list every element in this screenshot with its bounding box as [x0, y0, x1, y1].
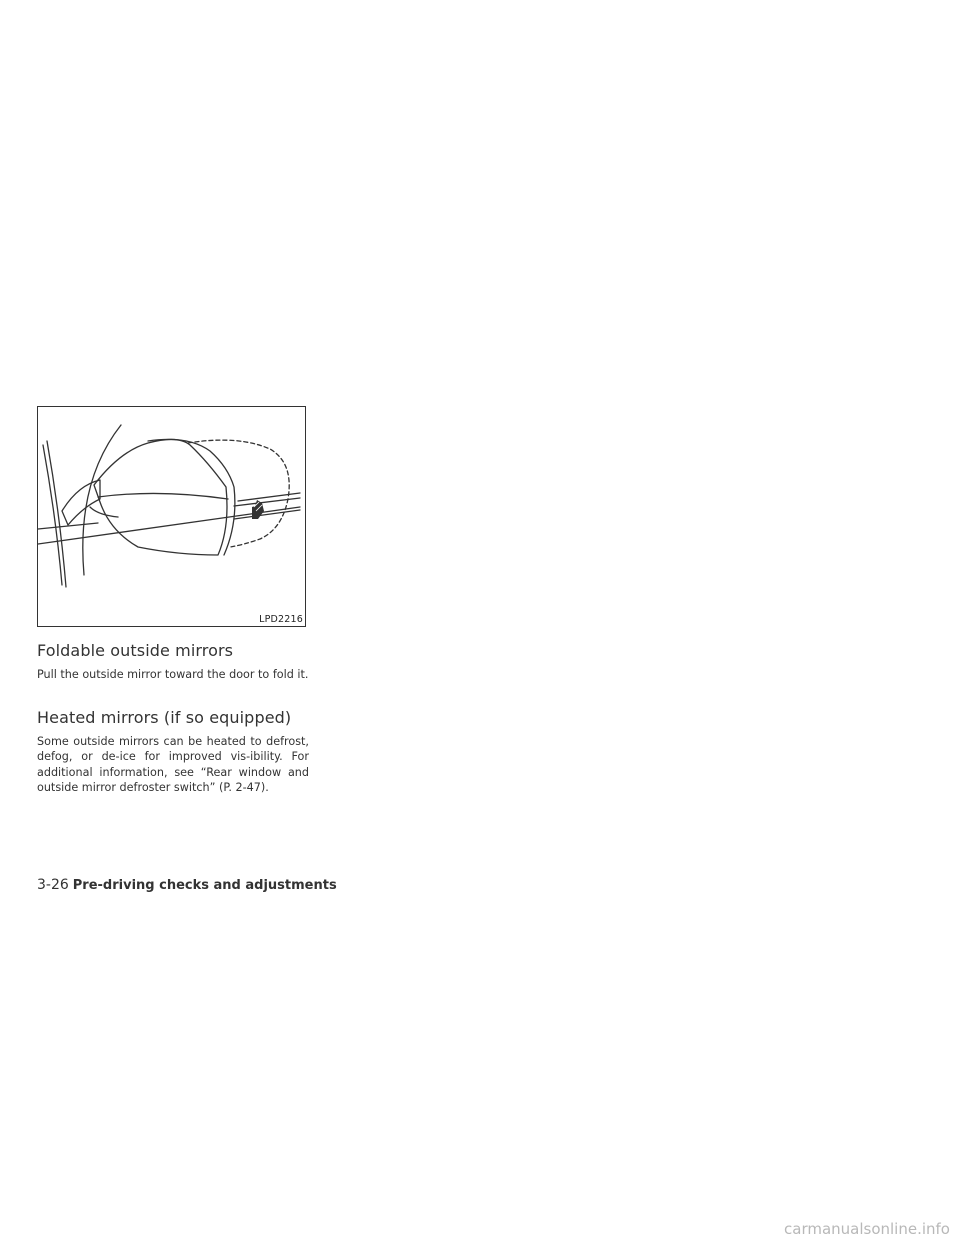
paragraph-heated-mirrors: Some outside mirrors can be heated to defrost, defog, or de-ice for improved vis-ibility. For additional information, see “Rear window and outside mirror defroster switch” (P. 2-47). [37, 735, 309, 795]
footer-section-title: Pre-driving checks and adjustments [72, 878, 337, 893]
figure-code: LPD2216 [259, 614, 303, 625]
heading-heated-mirrors: Heated mirrors (if so equipped) [37, 708, 292, 727]
heading-foldable-mirrors: Foldable outside mirrors [37, 641, 234, 660]
page-number: 3-26 [37, 877, 69, 893]
outside-mirror-drawing [38, 407, 307, 628]
watermark: carmanualsonline.info [784, 1220, 950, 1238]
paragraph-foldable-mirrors: Pull the outside mirror toward the door to fold it. [37, 668, 309, 681]
mirror-illustration [37, 406, 306, 627]
page-footer [37, 877, 337, 893]
